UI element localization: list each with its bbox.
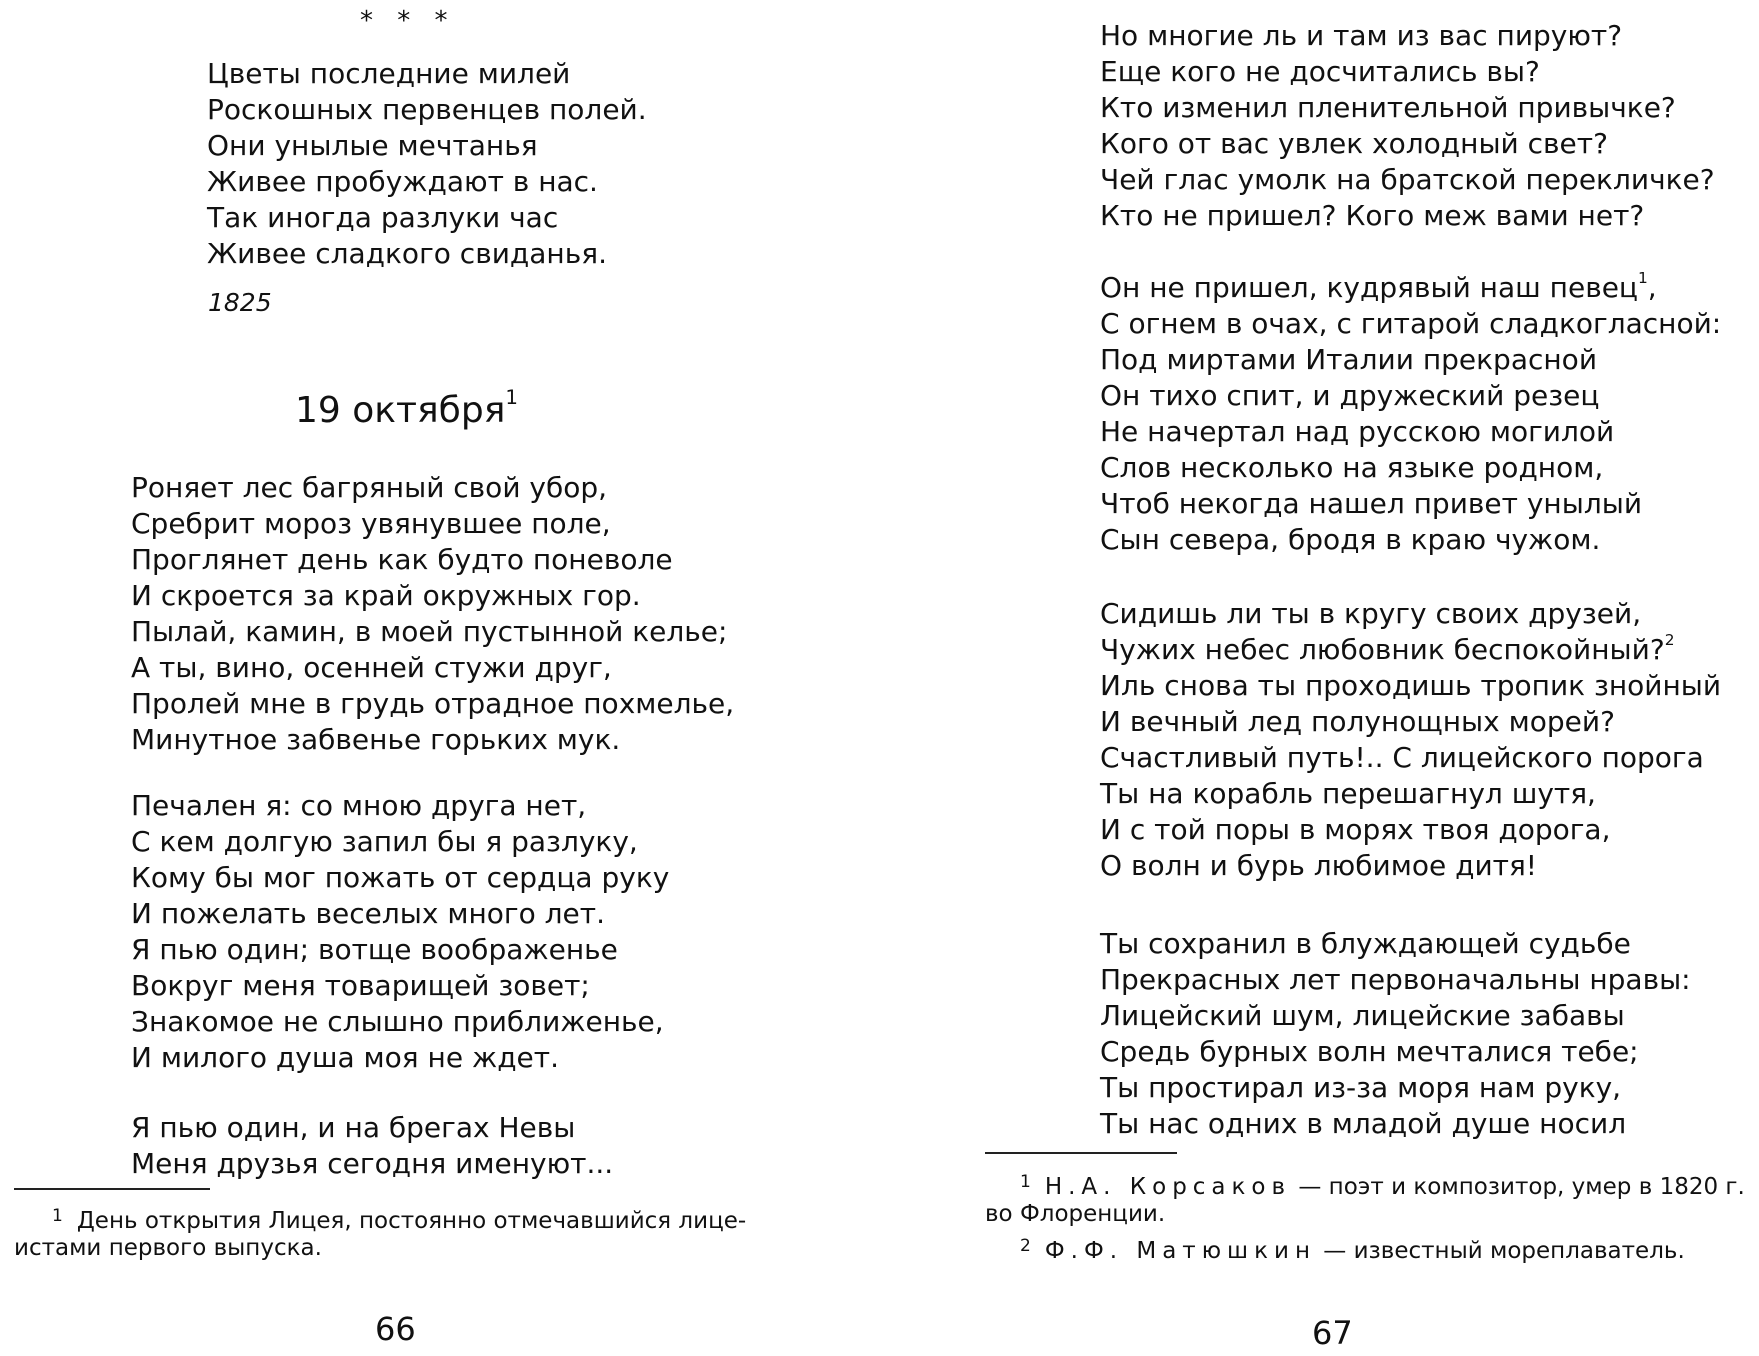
poem-line: Так иногда разлуки час <box>207 201 559 234</box>
footnote-person-name: Ф.Ф. Матюшкин <box>1044 1238 1316 1264</box>
poem-line: Ты простирал из-за моря нам руку, <box>1100 1071 1622 1104</box>
poem-line: Пылай, камин, в моей пустынной келье; <box>131 615 728 648</box>
poem-line: Ты сохранил в блуждающей судьбе <box>1100 927 1631 960</box>
footnote-divider <box>14 1188 210 1190</box>
poem-line: С кем долгую запил бы я разлуку, <box>131 825 638 858</box>
poem-line: Проглянет день как будто поневоле <box>131 543 673 576</box>
poem-line: И вечный лед полунощных морей? <box>1100 705 1615 738</box>
page-number: 67 <box>1312 1314 1353 1352</box>
poem-line: Живее сладкого свиданья. <box>207 237 607 270</box>
poem-line: Я пью один, и на брегах Невы <box>131 1111 576 1144</box>
footnote-mark: 2 <box>1664 631 1675 650</box>
poem-line: Слов несколько на языке родном, <box>1100 451 1604 484</box>
poem-line: Пролей мне в грудь отрадное похмелье, <box>131 687 735 720</box>
poem-line: Цветы последние милей <box>207 57 571 90</box>
poem-line: Прекрасных лет первоначальны нравы: <box>1100 963 1691 996</box>
poem-line: А ты, вино, осенней стужи друг, <box>131 651 612 684</box>
poem-line: Я пью один; вотще воображенье <box>131 933 618 966</box>
stanza-7 <box>1100 926 1691 1142</box>
stanza-4 <box>1100 18 1715 234</box>
poem-flowers <box>207 56 647 272</box>
poem-line: О волн и бурь любимое дитя! <box>1100 849 1538 882</box>
poem-line: Сребрит мороз увянувшее поле, <box>131 507 611 540</box>
poem-line: Кого от вас увлек холодный свет? <box>1100 127 1608 160</box>
poem-line: Чей глас умолк на братской перекличке? <box>1100 163 1715 196</box>
footnote-2 <box>1020 1230 1685 1267</box>
poem-line: Знакомое не слышно приближенье, <box>131 1005 664 1038</box>
poem-title <box>295 386 518 431</box>
section-divider-stars: * * * <box>360 6 456 36</box>
footnote-number: 2 <box>1020 1236 1031 1256</box>
stanza-6 <box>1100 596 1721 884</box>
poem-date: 1825 <box>208 288 272 317</box>
footnote-text: День открытия Лицея, постоянно отмечавшийся лице- <box>76 1208 747 1234</box>
footnote-1-continuation <box>985 1198 1165 1230</box>
poem-title-text: 19 октября <box>295 390 506 431</box>
stanza-1 <box>131 470 734 758</box>
poem-line: Еще кого не досчитались вы? <box>1100 55 1540 88</box>
poem-line: И милого душа моя не ждет. <box>131 1041 559 1074</box>
poem-line: Под миртами Италии прекрасной <box>1100 343 1598 376</box>
footnote-number: 1 <box>1020 1172 1031 1192</box>
stanza-5 <box>1100 270 1721 558</box>
poem-line: Кто не пришел? Кого меж вами нет? <box>1100 199 1645 232</box>
footnote-divider <box>985 1152 1177 1154</box>
footnote-text: во Флоренции. <box>985 1201 1166 1227</box>
poem-line: Ты нас одних в младой душе носил <box>1100 1107 1627 1140</box>
footnote-text: — известный мореплаватель. <box>1315 1238 1685 1264</box>
poem-line: И с той поры в морях твоя дорога, <box>1100 813 1611 846</box>
poem-line: Меня друзья сегодня именуют... <box>131 1147 614 1180</box>
punctuation: , <box>1647 271 1657 304</box>
right-page <box>880 0 1759 1356</box>
poem-line: Но многие ль и там из вас пируют? <box>1100 19 1623 52</box>
poem-line: Лицейский шум, лицейские забавы <box>1100 999 1625 1032</box>
footnote-person-name: Н.А. Корсаков <box>1044 1174 1292 1200</box>
poem-line-text: Он не пришел, кудрявый наш певец <box>1100 271 1638 304</box>
poem-line: Живее пробуждают в нас. <box>207 165 598 198</box>
poem-line: Кому бы мог пожать от сердца руку <box>131 861 670 894</box>
poem-line: Кто изменил пленительной привычке? <box>1100 91 1676 124</box>
poem-line: Сын севера, бродя в краю чужом. <box>1100 523 1601 556</box>
poem-line: С огнем в очах, с гитарой сладкогласной: <box>1100 307 1722 340</box>
poem-line <box>1100 270 1721 306</box>
poem-line: Вокруг меня товарищей зовет; <box>131 969 590 1002</box>
footnote-mark: 1 <box>505 386 518 410</box>
poem-line <box>1100 632 1721 668</box>
page-number: 66 <box>375 1310 416 1348</box>
poem-line: Иль снова ты проходишь тропик знойный <box>1100 669 1722 702</box>
poem-line: Средь бурных волн мечталися тебе; <box>1100 1035 1639 1068</box>
poem-line: Роняет лес багряный свой убор, <box>131 471 608 504</box>
poem-line: И скроется за край окружных гор. <box>131 579 641 612</box>
poem-line: Счастливый путь!.. С лицейского порога <box>1100 741 1704 774</box>
poem-line: Печален я: со мною друга нет, <box>131 789 587 822</box>
poem-line: Он тихо спит, и дружеский резец <box>1100 379 1600 412</box>
poem-line: Роскошных первенцев полей. <box>207 93 647 126</box>
footnote-text: истами первого выпуска. <box>14 1235 322 1261</box>
footnote-1-continuation <box>14 1232 322 1264</box>
poem-line: Чтоб некогда нашел привет унылый <box>1100 487 1643 520</box>
poem-line-text: Чужих небес любовник беспокойный? <box>1100 633 1665 666</box>
footnote-text: — поэт и композитор, умер в 1820 г. <box>1291 1174 1745 1200</box>
poem-line: Сидишь ли ты в кругу своих друзей, <box>1100 597 1642 630</box>
footnote-number: 1 <box>52 1206 63 1226</box>
stanza-2 <box>131 788 669 1076</box>
poem-line: Ты на корабль перешагнул шутя, <box>1100 777 1596 810</box>
poem-line: Они унылые мечтанья <box>207 129 538 162</box>
poem-line: Не начертал над русскою могилой <box>1100 415 1615 448</box>
footnote-mark: 1 <box>1637 269 1648 288</box>
poem-line: И пожелать веселых много лет. <box>131 897 605 930</box>
stanza-3 <box>131 1110 613 1182</box>
poem-line: Минутное забвенье горьких мук. <box>131 723 621 756</box>
